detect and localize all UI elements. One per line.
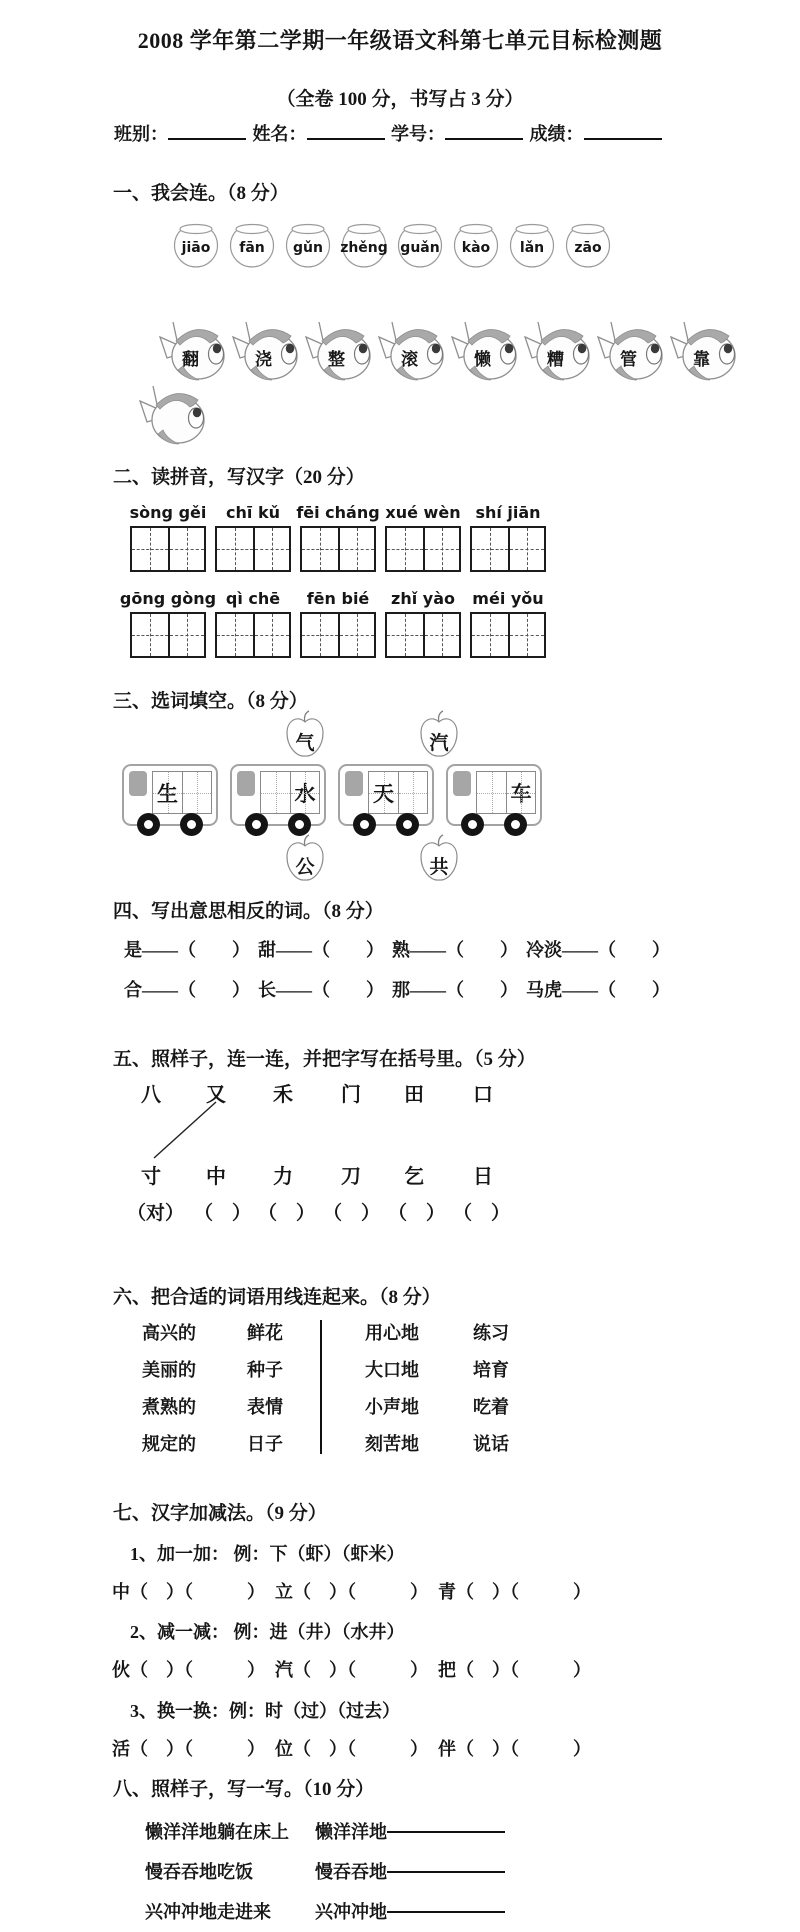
jar-icon — [394, 220, 446, 274]
antonym-item: 长——（ ） — [258, 980, 384, 1000]
grid-cell — [338, 528, 374, 570]
answer-parens: （ ） — [453, 1203, 511, 1224]
bus-cell — [182, 772, 211, 813]
word-item: 刻苦地 — [365, 1434, 419, 1454]
sentence-row — [145, 1898, 505, 1924]
adjective-column — [142, 1318, 196, 1466]
pinyin-label: fēn bié — [306, 589, 370, 608]
wheel-icon — [461, 813, 484, 836]
adverb-column — [365, 1318, 419, 1466]
word-item: 练习 — [473, 1323, 509, 1343]
word-item: 用心地 — [365, 1323, 419, 1343]
pinyin-label: fēi cháng — [296, 503, 380, 522]
sentence-example: 懒洋洋地躺在床上 — [145, 1822, 289, 1842]
match-bottom-char: 刀 — [341, 1166, 361, 1188]
word-item: 美丽的 — [142, 1360, 196, 1380]
writing-grid — [300, 612, 376, 658]
word-item: 培育 — [473, 1360, 509, 1380]
grid-cell — [253, 614, 289, 656]
bus-word-grid — [260, 771, 320, 814]
grid-cell — [132, 614, 168, 656]
antonym-item: 马虎——（ ） — [526, 980, 670, 1000]
grid-cell — [338, 614, 374, 656]
sub1-items — [112, 1578, 591, 1604]
writing-grid — [215, 612, 291, 658]
fish-icon — [448, 320, 518, 382]
bus-cell: 水 — [290, 772, 319, 813]
grid-cell — [253, 528, 289, 570]
word-item: 高兴的 — [142, 1323, 196, 1343]
apple-icon — [284, 710, 326, 760]
sub3-items — [112, 1735, 591, 1761]
pinyin-grid-group — [119, 588, 217, 658]
pinyin-grid-group — [296, 502, 380, 572]
word-matching-area — [0, 1318, 800, 1470]
section6-title: 六、把合适的词语用线连起来。（8 分） — [113, 1287, 441, 1308]
antonym-row-2 — [124, 976, 670, 1002]
section3-title: 三、选词填空。（8 分） — [113, 691, 308, 712]
pinyin-label: zhǐ yào — [391, 589, 455, 608]
char-exercise-item: 伴（ ）（ ） — [438, 1739, 591, 1759]
antonym-item: 那——（ ） — [392, 980, 518, 1000]
sentence-example: 兴冲冲地走进来 — [145, 1902, 271, 1922]
bus-icon — [338, 764, 434, 826]
jar-icon — [562, 220, 614, 274]
grid-cell — [423, 614, 459, 656]
jar-pinyin: zāo — [574, 240, 602, 256]
grid-cell — [508, 528, 544, 570]
pinyin-jar-row — [170, 220, 614, 274]
grid-cell — [132, 528, 168, 570]
bus-icon — [122, 764, 218, 826]
match-top-char: 门 — [341, 1084, 361, 1106]
sentence-prompt: 兴冲冲地 — [315, 1902, 387, 1922]
wheel-icon — [353, 813, 376, 836]
student-number-label: 学号： — [391, 124, 445, 144]
match-bottom-char: 乞 — [404, 1166, 424, 1188]
grid-cell — [168, 614, 204, 656]
jar-pinyin: guǎn — [400, 240, 440, 256]
fish-icon — [136, 384, 206, 446]
char-exercise-item: 活（ ）（ ） — [112, 1739, 265, 1759]
jar-pinyin: jiāo — [181, 240, 211, 256]
writing-grid — [385, 612, 461, 658]
bus-cell: 天 — [369, 772, 398, 813]
class-label: 班别： — [114, 124, 168, 144]
word-item: 表情 — [247, 1397, 283, 1417]
fish-character: 管 — [620, 350, 637, 369]
writing-grid — [470, 612, 546, 658]
wheel-icon — [396, 813, 419, 836]
char-exercise-item: 中（ ）（ ） — [112, 1582, 265, 1602]
antonym-item: 是——（ ） — [124, 940, 250, 960]
score-label: 成绩： — [529, 124, 584, 144]
jar-icon — [338, 220, 390, 274]
pinyin-label: sòng gěi — [129, 503, 207, 522]
apple-character: 汽 — [429, 733, 449, 754]
writing-grid — [130, 526, 206, 572]
word-item: 吃着 — [473, 1397, 509, 1417]
pinyin-grid-group — [215, 588, 291, 658]
score-blank — [584, 125, 662, 140]
bus-driver-window — [345, 771, 363, 796]
word-item: 日子 — [247, 1434, 283, 1454]
name-label: 姓名： — [252, 124, 307, 144]
jar-pinyin: gǔn — [293, 240, 323, 256]
match-bottom-char: 力 — [273, 1166, 293, 1188]
grid-cell — [217, 528, 253, 570]
apple-character: 共 — [429, 857, 449, 878]
char-exercise-item: 把（ ）（ ） — [438, 1660, 591, 1680]
class-blank — [168, 125, 246, 140]
apple-icon — [418, 710, 460, 760]
jar-pinyin: kào — [461, 240, 491, 256]
word-item: 规定的 — [142, 1434, 196, 1454]
fish-character: 靠 — [693, 350, 710, 369]
word-item: 种子 — [247, 1360, 283, 1380]
grid-cell — [423, 528, 459, 570]
fish-icon — [229, 320, 299, 382]
pinyin-grid-group — [470, 502, 546, 572]
antonym-item: 甜——（ ） — [258, 940, 384, 960]
jar-pinyin: zhěng — [340, 240, 388, 256]
pinyin-grid-group — [215, 502, 291, 572]
fish-icon — [156, 320, 226, 382]
pinyin-grid-group — [130, 502, 206, 572]
example-connector-line — [150, 1100, 220, 1162]
wheel-icon — [504, 813, 527, 836]
bus-driver-window — [237, 771, 255, 796]
apple-character: 气 — [295, 733, 315, 754]
match-bottom-char: 日 — [473, 1166, 493, 1188]
antonym-item: 熟——（ ） — [392, 940, 518, 960]
page-title: 2008 学年第二学期一年级语文科第七单元目标检测题 — [137, 28, 663, 53]
bus-cell: 车 — [506, 772, 535, 813]
bus-cell — [261, 772, 290, 813]
writing-grid — [385, 526, 461, 572]
grid-cell — [472, 614, 508, 656]
apple-icon — [284, 834, 326, 884]
pinyin-grid-row-2 — [119, 588, 546, 658]
student-number-blank — [445, 125, 523, 140]
pinyin-grid-group — [300, 588, 376, 658]
bus-icon — [230, 764, 326, 826]
sentence-row — [145, 1818, 505, 1844]
sub2-label: 2、减一减： 例：进（井）（水井） — [130, 1622, 405, 1642]
antonym-item: 冷淡——（ ） — [526, 940, 670, 960]
apple-icon — [418, 834, 460, 884]
pinyin-label: méi yǒu — [472, 589, 544, 608]
answer-parens: （ ） — [194, 1203, 252, 1224]
bus-word-grid — [368, 771, 428, 814]
word-item: 鲜花 — [247, 1323, 283, 1343]
bus-cell — [477, 772, 506, 813]
char-exercise-item: 立（ ）（ ） — [275, 1582, 428, 1602]
antonym-row-1 — [124, 936, 670, 962]
word-item: 小声地 — [365, 1397, 419, 1417]
bus-cell — [398, 772, 427, 813]
wheel-icon — [137, 813, 160, 836]
fish-character: 糟 — [547, 350, 564, 369]
jar-icon — [170, 220, 222, 274]
word-item: 大口地 — [365, 1360, 419, 1380]
jar-pinyin: lǎn — [519, 240, 545, 256]
wheel-icon — [180, 813, 203, 836]
matching-area — [0, 1078, 800, 1228]
jar-icon — [282, 220, 334, 274]
pinyin-label: qì chē — [225, 589, 281, 608]
char-exercise-item: 汽（ ）（ ） — [275, 1660, 428, 1680]
answer-parens: （ ） — [388, 1203, 446, 1224]
grid-cell — [387, 528, 423, 570]
section8-title: 八、照样子，写一写。（10 分） — [113, 1779, 375, 1800]
fish-icon — [594, 320, 664, 382]
word-item: 煮熟的 — [142, 1397, 196, 1417]
noun-column — [247, 1318, 283, 1466]
bus-cell: 生 — [153, 772, 182, 813]
bus-word-grid — [152, 771, 212, 814]
match-top-char: 又 — [206, 1084, 226, 1106]
fish-icon — [375, 320, 445, 382]
pinyin-label: xué wèn — [385, 503, 461, 522]
match-top-char: 口 — [473, 1084, 493, 1106]
sentence-example: 慢吞吞地吃饭 — [145, 1862, 253, 1882]
wheel-icon — [288, 813, 311, 836]
sub1-label: 1、加一加： 例：下（虾）（虾米） — [130, 1544, 405, 1564]
answer-parens: （ ） — [258, 1203, 316, 1224]
pinyin-grid-row-1 — [130, 502, 546, 572]
bus-word-grid — [476, 771, 536, 814]
pinyin-grid-group — [385, 588, 461, 658]
grid-cell — [508, 614, 544, 656]
section2-title: 二、读拼音，写汉字（20 分） — [113, 467, 365, 488]
pinyin-grid-group — [385, 502, 461, 572]
sub3-label: 3、换一换：例：时（过）（过去） — [130, 1701, 400, 1721]
bus-icon — [446, 764, 542, 826]
word-item: 说话 — [473, 1434, 509, 1454]
sub2-items — [112, 1656, 591, 1682]
pinyin-label: shí jiān — [475, 503, 541, 522]
pinyin-label: chī kǔ — [226, 503, 280, 522]
jar-icon — [226, 220, 278, 274]
fish-character: 翻 — [182, 350, 199, 369]
answer-blank — [387, 1818, 505, 1833]
match-bottom-char: 寸 — [141, 1166, 161, 1188]
grid-cell — [217, 614, 253, 656]
writing-grid — [300, 526, 376, 572]
char-exercise-item: 青（ ）（ ） — [438, 1582, 591, 1602]
jar-pinyin: fān — [239, 240, 265, 256]
section5-title: 五、照样子，连一连，并把字写在括号里。（5 分） — [113, 1049, 536, 1070]
fish-icon — [521, 320, 591, 382]
fish-character: 浇 — [255, 350, 272, 369]
apple-character: 公 — [295, 857, 315, 878]
answer-blank — [387, 1898, 505, 1913]
answer-parens: （ ） — [323, 1203, 381, 1224]
section7-title: 七、汉字加减法。（9 分） — [113, 1503, 327, 1524]
fish-icon — [667, 320, 737, 382]
fish-character: 整 — [328, 350, 345, 369]
bus-row — [122, 764, 542, 826]
fish-character: 滚 — [401, 350, 418, 369]
section4-title: 四、写出意思相反的词。（8 分） — [113, 901, 384, 922]
fish-character-row — [156, 320, 737, 382]
antonym-item: 合——（ ） — [124, 980, 250, 1000]
sentence-row — [145, 1858, 505, 1884]
grid-cell — [168, 528, 204, 570]
char-exercise-item: 伙（ ）（ ） — [112, 1660, 265, 1680]
name-blank — [307, 125, 385, 140]
writing-grid — [470, 526, 546, 572]
sentence-prompt: 慢吞吞地 — [315, 1862, 387, 1882]
divider-line — [320, 1320, 322, 1454]
answer-blank — [387, 1858, 505, 1873]
jar-icon — [450, 220, 502, 274]
pinyin-label: gōng gòng — [119, 589, 217, 608]
fish-icon — [302, 320, 372, 382]
pinyin-grid-group — [470, 588, 546, 658]
writing-grid — [130, 612, 206, 658]
grid-cell — [387, 614, 423, 656]
bus-driver-window — [129, 771, 147, 796]
wheel-icon — [245, 813, 268, 836]
jar-icon — [506, 220, 558, 274]
char-exercise-item: 位（ ）（ ） — [275, 1739, 428, 1759]
page-subtitle: （全卷 100 分，书写占 3 分） — [276, 89, 524, 110]
sentence-prompt: 懒洋洋地 — [315, 1822, 387, 1842]
bus-driver-window — [453, 771, 471, 796]
grid-cell — [472, 528, 508, 570]
match-top-char: 八 — [141, 1084, 161, 1106]
section1-title: 一、我会连。（8 分） — [113, 183, 289, 204]
answer-parens: （对） — [127, 1203, 185, 1224]
match-top-char: 田 — [404, 1084, 424, 1106]
fish-character: 懒 — [474, 350, 491, 369]
grid-cell — [302, 614, 338, 656]
grid-cell — [302, 528, 338, 570]
writing-grid — [215, 526, 291, 572]
match-top-char: 禾 — [273, 1084, 293, 1106]
verb-column — [473, 1318, 509, 1466]
match-bottom-char: 中 — [206, 1166, 226, 1188]
student-info-line — [114, 120, 664, 146]
